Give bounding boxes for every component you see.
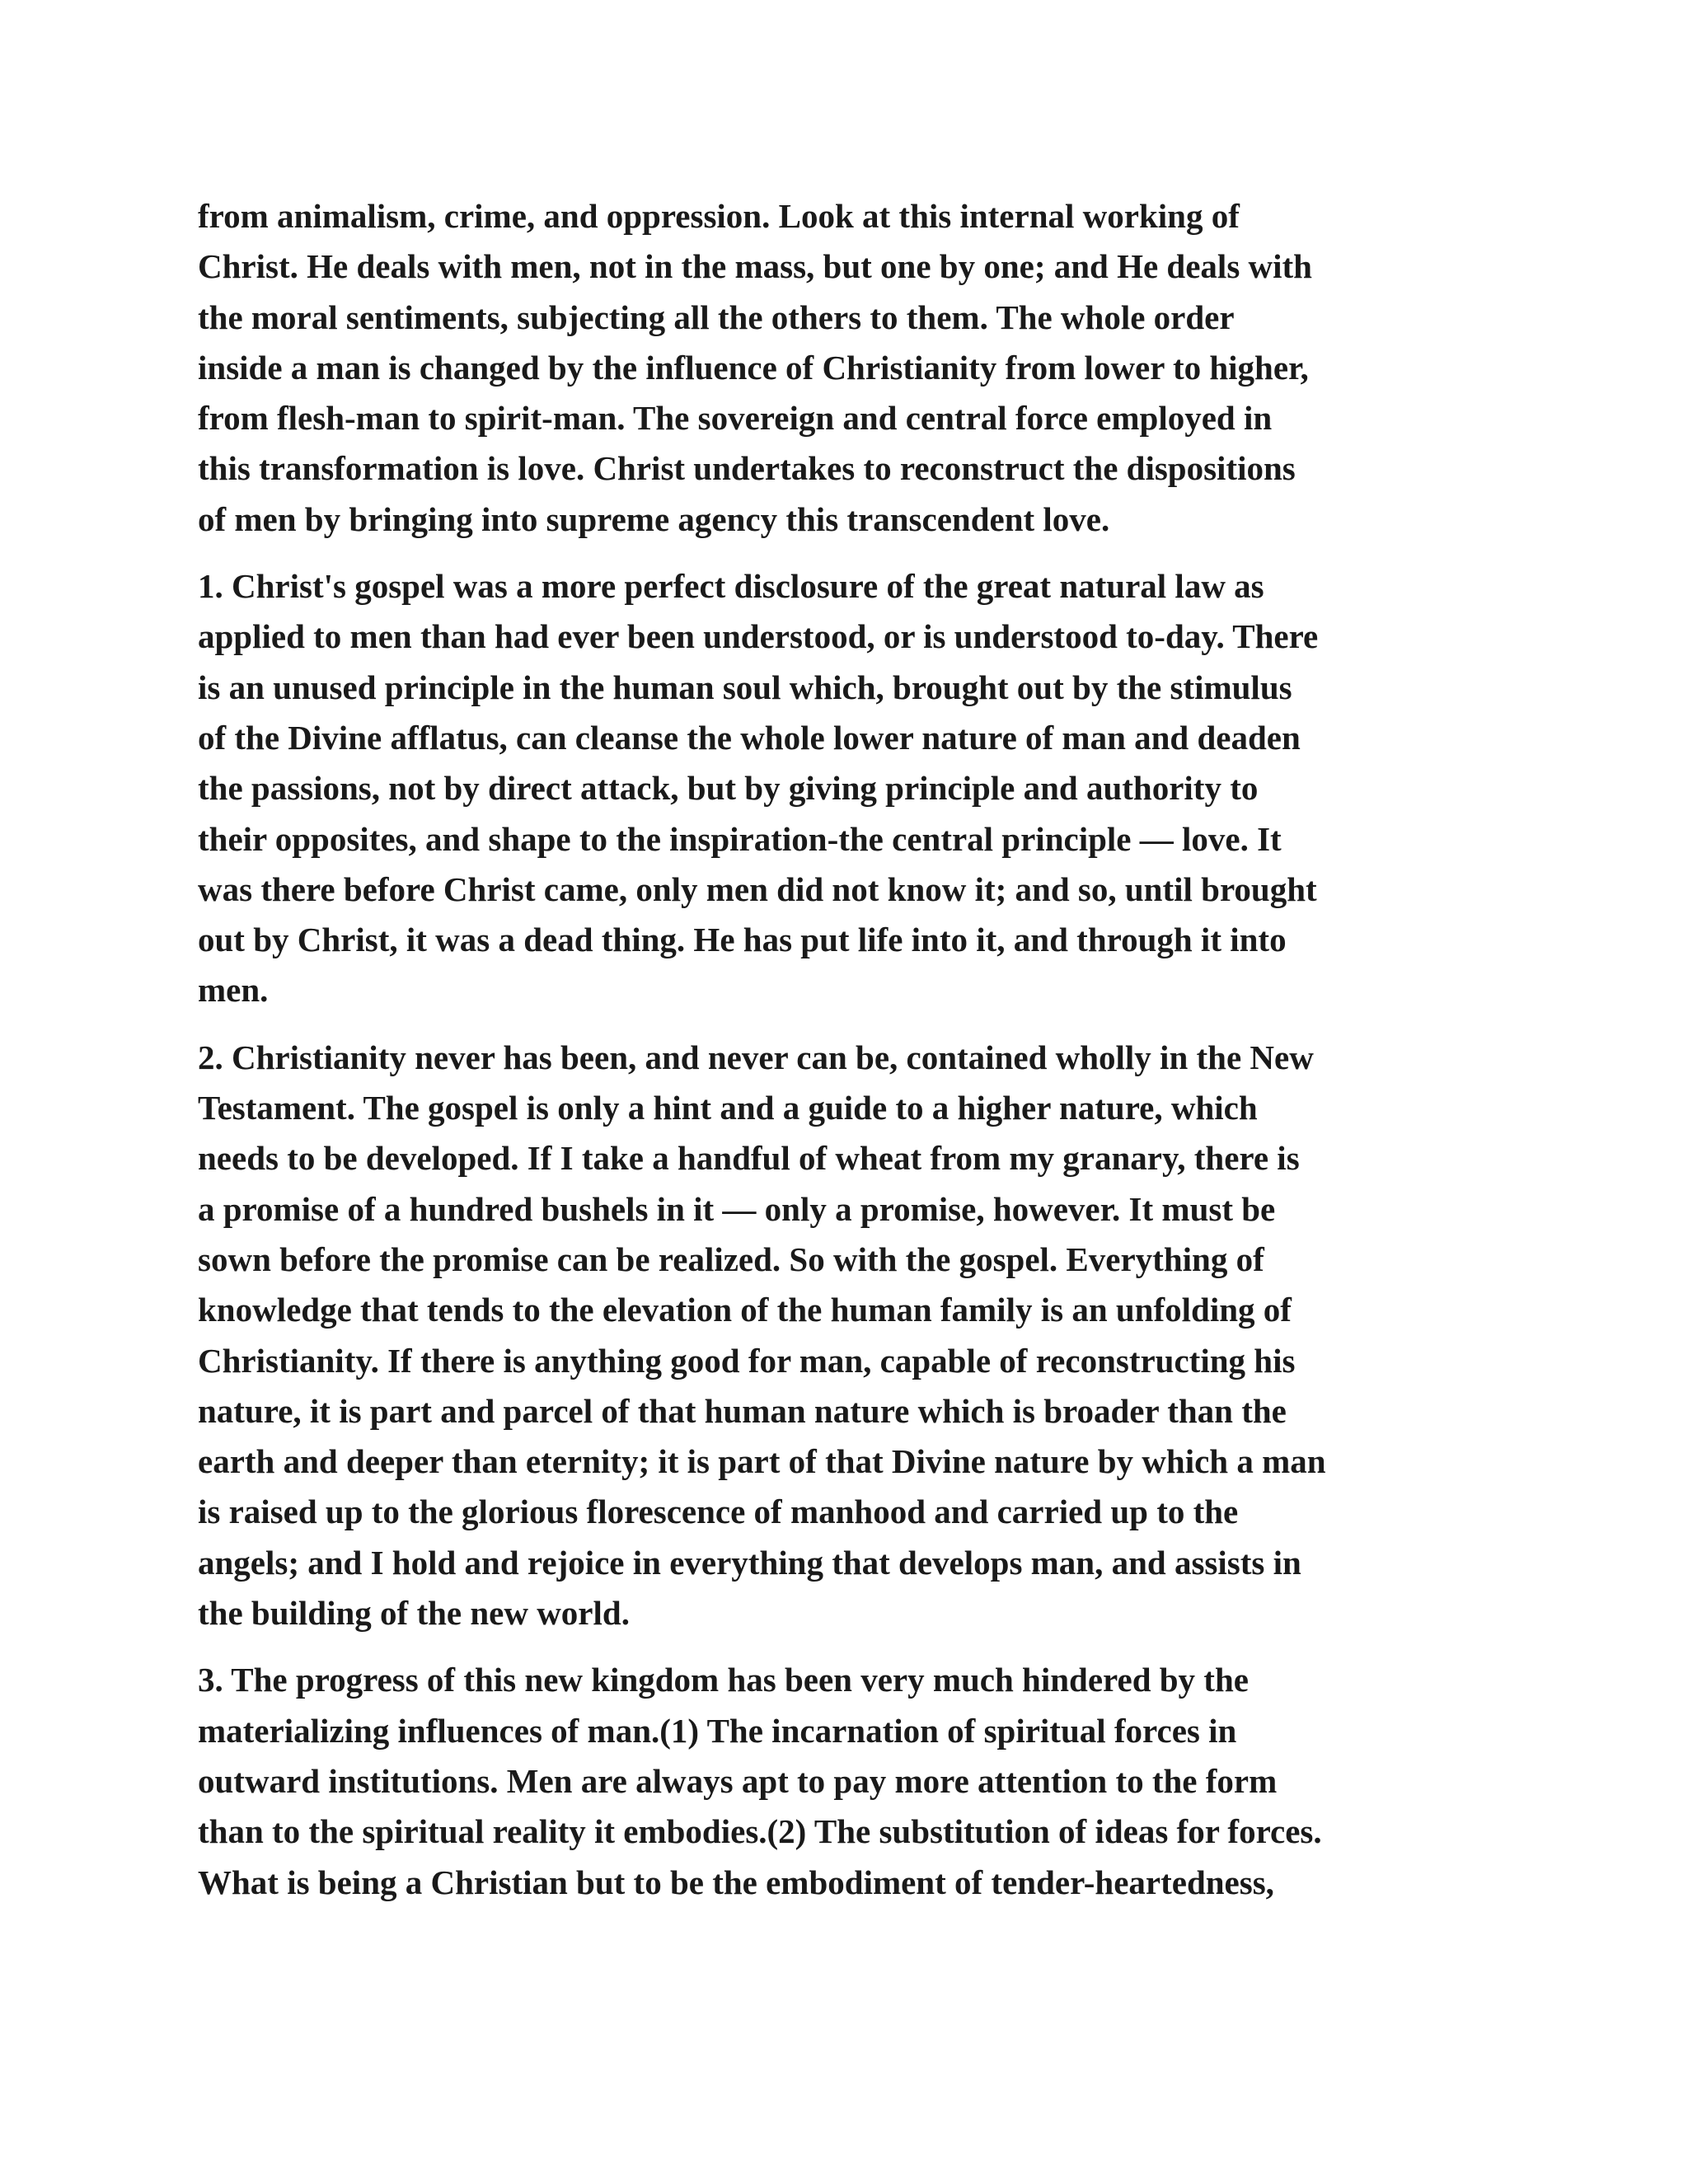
text-line: materializing influences of man.(1) The incarnation of spiritual forces in — [198, 1711, 1237, 1750]
text-line: the moral sentiments, subjecting all the others to them. The whole order — [198, 298, 1235, 336]
paragraph-point-2 — [198, 1033, 1517, 1639]
body-text — [198, 191, 1517, 1924]
text-line: the building of the new world. — [198, 1594, 630, 1633]
text-line: 3. The progress of this new kingdom has been very much hindered by the — [198, 1661, 1249, 1699]
paragraph-point-1 — [198, 561, 1517, 1016]
text-line: from animalism, crime, and oppression. Look at this internal working of — [198, 197, 1240, 235]
text-line: inside a man is changed by the influence of Christianity from lower to higher, — [198, 348, 1309, 387]
text-line: What is being a Christian but to be the embodiment of tender-heartedness, — [198, 1863, 1274, 1901]
text-line: Testament. The gospel is only a hint and a guide to a higher nature, which — [198, 1089, 1258, 1127]
text-line: sown before the promise can be realized. So with the gospel. Everything of — [198, 1240, 1264, 1278]
text-line: than to the spiritual reality it embodies.(2) The substitution of ideas for forces. — [198, 1812, 1322, 1851]
text-line: is raised up to the glorious florescence of manhood and carried up to the — [198, 1493, 1239, 1531]
text-line: was there before Christ came, only men did not know it; and so, until brought — [198, 869, 1317, 908]
text-line: from flesh-man to spirit-man. The sovereign and central force employed in — [198, 399, 1273, 438]
paragraph-point-3 — [198, 1655, 1517, 1907]
text-line: 1. Christ's gospel was a more perfect disclosure of the great natural law as — [198, 567, 1264, 606]
text-line: nature, it is part and parcel of that human nature which is broader than the — [198, 1391, 1287, 1430]
text-line: needs to be developed. If I take a handful of wheat from my granary, there is — [198, 1139, 1300, 1178]
text-line: this transformation is love. Christ undertakes to reconstruct the dispositions — [198, 449, 1296, 488]
text-line: knowledge that tends to the elevation of the human family is an unfolding of — [198, 1291, 1292, 1329]
text-line: out by Christ, it was a dead thing. He has put life into it, and through it into — [198, 921, 1287, 959]
text-line: applied to men than had ever been understood, or is understood to-day. There — [198, 617, 1319, 656]
text-line: earth and deeper than eternity; it is part of that Divine nature by which a man — [198, 1442, 1326, 1481]
text-line: the passions, not by direct attack, but by giving principle and authority to — [198, 769, 1259, 808]
text-line: of the Divine afflatus, can cleanse the whole lower nature of man and deaden — [198, 718, 1301, 757]
paragraph-intro — [198, 191, 1517, 545]
text-line: men. — [198, 971, 269, 1010]
text-line: Christianity. If there is anything good for man, capable of reconstructing his — [198, 1341, 1296, 1380]
text-line: a promise of a hundred bushels in it — only a promise, however. It must be — [198, 1189, 1276, 1228]
text-line: Christ. He deals with men, not in the mass, but one by one; and He deals with — [198, 247, 1312, 286]
text-line: angels; and I hold and rejoice in everything that develops man, and assists in — [198, 1543, 1301, 1582]
text-line: outward institutions. Men are always apt to pay more attention to the form — [198, 1761, 1278, 1800]
text-line: of men by bringing into supreme agency this transcendent love. — [198, 499, 1110, 538]
text-line: their opposites, and shape to the inspiration-the central principle — love. It — [198, 819, 1282, 858]
text-line: 2. Christianity never has been, and never can be, contained wholly in the New — [198, 1038, 1314, 1076]
text-line: is an unused principle in the human soul which, brought out by the stimulus — [198, 668, 1292, 706]
